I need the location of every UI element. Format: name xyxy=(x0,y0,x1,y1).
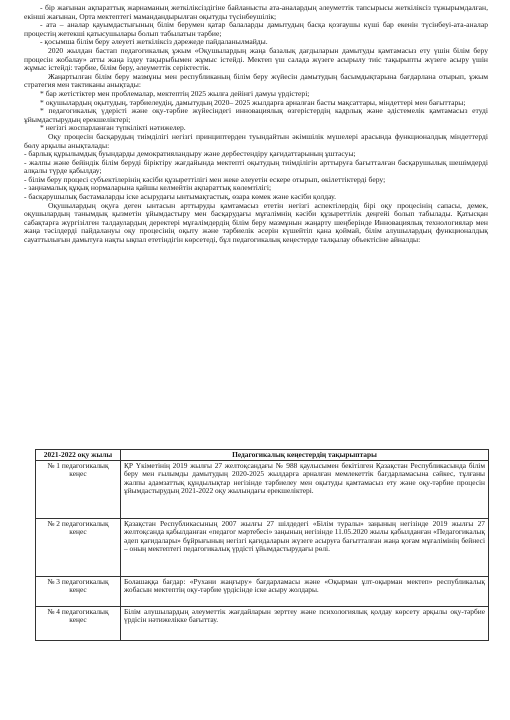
paragraph: - қосымша білім беру әлеуеті жеткіліксіз дәрежеде пайдаланылмайды. xyxy=(40,37,268,47)
paragraph: * педагогикалық үдерісті және оқу-тәрбие жүйесіндегі инновациялық өзгерістердің кадрлық және әдістемелік қамтамасыз етуді ұйымдастырудың ерекшеліктері; xyxy=(24,106,488,124)
table-row xyxy=(36,577,489,607)
table-header-topics: Педагогикалық кеңестердің тақырыптары xyxy=(121,450,489,461)
paragraph: * оқушылардың оқытудың, тәрбиелеудің, дамытудың 2020– 2025 жылдарға арналған басты мақсаттары, міндеттері мен бағыттары; xyxy=(40,97,466,107)
table-row xyxy=(36,607,489,641)
table-row xyxy=(36,461,489,519)
council-topic: Қазақстан Республикасының 2007 жылғы 27 шілдедегі «Білім туралы» заңының негізінде 2019 жылғы 27 желтоқсанда қабылданған «педагог мәртебесі» заңының негізінде 11.05.2020 жылы қабылданған «Педагогикалық әдеп қағидалары» бұйрығының негізгі қағидаларын жүзеге асыруға бағытталған жаңа қоғам мұғалімінің бейнесі – оның мектептегі педагогикалық үрдісті ұйымдастырудағы рөлі. xyxy=(121,519,489,577)
council-topic: Білім алушылардың әлеуметтік жағдайларын зерттеу және психологиялық қолдау көрсету арқылы оқу-тәрбие үрдісін нәтижелікке бағыттау. xyxy=(121,607,489,641)
council-number: № 1 педагогикалық кеңес xyxy=(36,461,121,519)
council-topic: ҚР Үкіметінің 2019 жылғы 27 желтоқсандағы № 988 қаулысымен бекітілген Қазақстан Республикасында білім беру мен ғылымды дамытудың 2020-2025 жылдарға арналған мемлекеттік бағдарламасына сәйкес, тұлғаны жалпы адамзаттық құндылықтар негізінде тәрбиелеу мен оқытуды қамтамасыз ету және оқу-тәрбие процесін ұйымдастырудың 2021-2022 оқу жылындағы ерекшеліктері. xyxy=(121,461,489,519)
council-topic: Болашаққа бағдар: «Рухани жаңғыру» бағдарламасы және «Оқырман ұлт-оқырман мектеп» республикалық жобасын мектептің оқу-тәрбие үрдісінде іске асыру жолдары. xyxy=(121,577,489,607)
paragraph: - заңнамалық құқық нормаларына қайшы келмейтін ақпараттық көлемтілігі; xyxy=(24,183,272,193)
table-header-year: 2021-2022 оқу жылы xyxy=(36,450,121,461)
council-number: № 3 педагогикалық кеңес xyxy=(36,577,121,607)
paragraph: Оқушылардың оқуға деген ынтасын арттыруды қамтамасыз ететін негізгі аспектілердің бірі оқу процесінің сапасы, демек, оқушылардың танымдық қызметін ұйымдастыру мен басқарудағы мұғалімнің кәсіби құзыреттілік деңгейі болып табылады. Қатысқан сабақтарға жүргізілген талдаулардың деректері мұғалімдердің білім беру мазмұнын жаңарту шеңберінде Инновациялық технологиялар мен жаңа тәсілдерді пайдалануы оқу процесінің оқыту және тәрбиелік әсерін күшейтіп қана қоймай, білім алушылардың функционалдық сауаттылығын дамытуға нақты ықпал ететіндігін көрсетеді, бұл педагогикалық кеңестерде талқылау объектісіне айналды: xyxy=(24,200,488,245)
pedagogical-council-table xyxy=(35,449,489,641)
paragraph: - жалпы және бейіндік білім беруді біріктіру жағдайында мектепті оқытудың тиімділігін арттыруға бағытталған басқарушылық шешімдерді алқалы түрде қабылдау; xyxy=(24,157,488,176)
paragraph: Жаңартылған білім беру мазмұны мен республиканың білім беру жүйесін дамытудың басымдықтарына бағдарлана отырып, ұжым стратегия мен тактиканы анықтады: xyxy=(24,71,488,90)
paragraph: - барлық құрылымдық буындарды демократияландыру және дербестендіру қағидаттарының ұштасуы; xyxy=(24,149,356,159)
table-row xyxy=(36,519,489,577)
paragraph: * бар жетістіктер мен проблемалар, мектептің 2025 жылға дейінгі дамуы үрдістері; xyxy=(40,88,310,98)
paragraph: - бір жағынан ақпараттық жарнаманың жеткіліксіздігіне байланысты ата-аналардың әлеуметтік тапсырысы жеткіліксіз тұжырымдалған, екінші жағынан, Орта мектептегі мамандандырылған оқытуды түсінбеушілік; xyxy=(24,3,488,21)
paragraph: Оқу процесін басқарудың тиімділігі негізгі принциптерден туындайтын әкімшілік мүшелері арасында функционалдық міндеттерді бөлу арқылы анықталады: xyxy=(24,131,488,150)
paragraph: 2020 жылдан бастап педагогикалық ұжым «Оқушылардың жаңа базалық дағдыларын дамытуды қамтамасыз ету үшін білім беру процесін жобалау» атты жаңа іздеу тақырыбымен жұмыс істейді. Мектеп үш салада жүзеге асырылу тиіс тақырыпты жүзеге асыру үшін жұмыс істейді: тәрбие, білім беру, әлеуметтік серіктестік. xyxy=(24,45,488,73)
council-number: № 2 педагогикалық кеңес xyxy=(36,519,121,577)
document-body xyxy=(24,4,488,245)
paragraph: * негізгі жоспарланған түпкілікті нәтижелер. xyxy=(40,123,186,133)
paragraph: - ата – аналар қауымдастығының білім берумен қатар балаларды дамытудың басқа қозғаушы күші бар екенін түсінбеуі-ата-аналар процестің жетекші қатысушылары болып табылатын тәрбие; xyxy=(24,20,488,38)
council-number: № 4 педагогикалық кеңес xyxy=(36,607,121,641)
paragraph: - білім беру процесі субъектілерінің кәсіби құзыреттілігі мен жеке әлеуетін ескере отырып, өкілеттіктерді беру; xyxy=(24,174,386,184)
paragraph: - басқарушылық бастамаларды іске асырудағы ынтымақтастық, өзара көмек және кәсіби қолдау. xyxy=(24,192,336,202)
